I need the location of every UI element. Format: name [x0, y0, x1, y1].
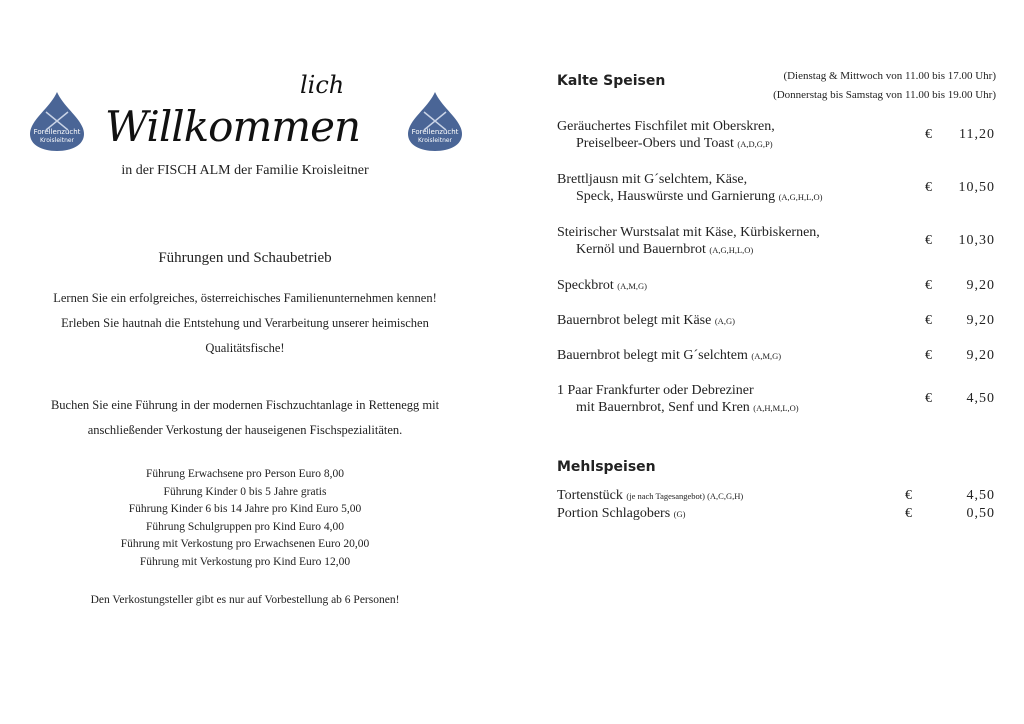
intro-text	[5, 286, 485, 361]
item-price: 4,50	[966, 391, 995, 406]
item-name: Portion Schlagobers (G)	[557, 506, 686, 521]
menu-item	[557, 487, 997, 505]
allergens: (A,D,G,P)	[737, 139, 773, 149]
svg-text:Forellenzucht: Forellenzucht	[33, 128, 81, 136]
item-name: Geräuchertes Fischfilet mit Oberskren,	[557, 119, 775, 134]
allergens: (je nach Tagesangebot) (A,C,G,H)	[626, 491, 744, 501]
allergens: (A,M,G)	[751, 351, 782, 361]
euro-sign: €	[925, 348, 932, 363]
euro-sign: €	[925, 391, 932, 406]
price-line: Führung Schulgruppen pro Kind Euro 4,00	[145, 520, 345, 533]
item-price: 4,50	[966, 488, 995, 503]
svg-text:Forellenzucht: Forellenzucht	[411, 128, 459, 136]
svg-text:Kroisleitner: Kroisleitner	[417, 137, 453, 144]
intro-line: Qualitätsfische!	[205, 341, 285, 355]
price-line: Führung mit Verkostung pro Erwachsenen Euro 20,00	[120, 538, 370, 550]
menu-item	[557, 171, 997, 206]
euro-sign: €	[925, 278, 932, 293]
allergens: (A,G,H,L,O)	[778, 192, 823, 202]
logo-left	[28, 90, 86, 152]
item-name: Tortenstück (je nach Tagesangebot) (A,C,G,H)	[557, 488, 744, 503]
item-price: 10,30	[958, 233, 995, 248]
item-name: Speckbrot (A,M,G)	[557, 278, 648, 293]
subtitle: in der FISCH ALM der Familie Kroisleitner	[121, 163, 369, 178]
item-name: Bauernbrot belegt mit Käse (A,G)	[557, 313, 735, 328]
opening-hours	[773, 67, 996, 105]
item-description: Preiselbeer-Obers und Toast (A,D,G,P)	[576, 136, 773, 151]
booking-line: Buchen Sie eine Führung in der modernen Fischzuchtanlage in Rettenegg mit	[50, 398, 440, 412]
item-name: Bauernbrot belegt mit G´selchtem (A,M,G)	[557, 348, 782, 363]
menu-item	[557, 224, 997, 259]
booking-line: anschließender Verkostung der hauseigenen Fischspezialitäten.	[87, 423, 403, 437]
tasting-note: Den Verkostungsteller gibt es nur auf Vorbestellung ab 6 Personen!	[90, 594, 400, 606]
tours-title: Führungen und Schaubetrieb	[158, 250, 332, 266]
euro-sign: €	[925, 313, 932, 328]
tour-prices	[20, 466, 470, 571]
welcome-word: Willkommen	[105, 102, 361, 151]
price-line: Führung Kinder 6 bis 14 Jahre pro Kind Euro 5,00	[128, 503, 362, 515]
desserts-title: Mehlspeisen	[557, 459, 656, 475]
allergens: (A,G,H,L,O)	[709, 245, 754, 255]
hours-line: (Dienstag & Mittwoch von 11.00 bis 17.00 Uhr)	[783, 70, 996, 82]
item-description: mit Bauernbrot, Senf und Kren (A,H,M,L,O)	[576, 400, 799, 415]
menu-item	[557, 347, 997, 365]
euro-sign: €	[905, 488, 912, 503]
item-price: 9,20	[966, 278, 995, 293]
menu-item	[557, 312, 997, 330]
item-price: 10,50	[958, 180, 995, 195]
welcome-suffix: lich	[300, 71, 345, 99]
svg-text:Kroisleitner: Kroisleitner	[39, 137, 75, 144]
menu-item	[557, 382, 997, 417]
item-price: 9,20	[966, 348, 995, 363]
allergens: (A,M,G)	[617, 281, 648, 291]
price-line: Führung Erwachsene pro Person Euro 8,00	[145, 468, 344, 480]
welcome-heading	[105, 72, 400, 156]
allergens: (A,G)	[714, 316, 735, 326]
intro-line: Lernen Sie ein erfolgreiches, österreichisches Familienunternehmen kennen!	[53, 291, 437, 305]
menu-item	[557, 118, 997, 153]
item-description: Kernöl und Bauernbrot (A,G,H,L,O)	[576, 242, 754, 257]
item-name: 1 Paar Frankfurter oder Debreziner	[557, 383, 754, 398]
item-name: Steirischer Wurstsalat mit Käse, Kürbiskernen,	[557, 225, 820, 240]
allergens: (G)	[673, 509, 686, 519]
booking-text	[5, 393, 485, 443]
item-price: 9,20	[966, 313, 995, 328]
euro-sign: €	[925, 127, 932, 142]
intro-line: Erleben Sie hautnah die Entstehung und Verarbeitung unserer heimischen	[61, 316, 429, 330]
menu-item	[557, 277, 997, 295]
hours-line: (Donnerstag bis Samstag von 11.00 bis 19.00 Uhr)	[773, 89, 996, 101]
menu-item	[557, 505, 997, 523]
euro-sign: €	[905, 506, 912, 521]
price-line: Führung Kinder 0 bis 5 Jahre gratis	[163, 485, 327, 498]
item-description: Speck, Hauswürste und Garnierung (A,G,H,L,O)	[576, 189, 823, 204]
item-price: 11,20	[959, 127, 995, 142]
allergens: (A,H,M,L,O)	[753, 403, 799, 413]
euro-sign: €	[925, 233, 932, 248]
cold-dishes-title: Kalte Speisen	[557, 73, 666, 89]
price-line: Führung mit Verkostung pro Kind Euro 12,00	[139, 555, 351, 568]
logo-right	[406, 90, 464, 152]
euro-sign: €	[925, 180, 932, 195]
item-name: Brettljausn mit G´selchtem, Käse,	[557, 172, 748, 187]
item-price: 0,50	[966, 506, 995, 521]
